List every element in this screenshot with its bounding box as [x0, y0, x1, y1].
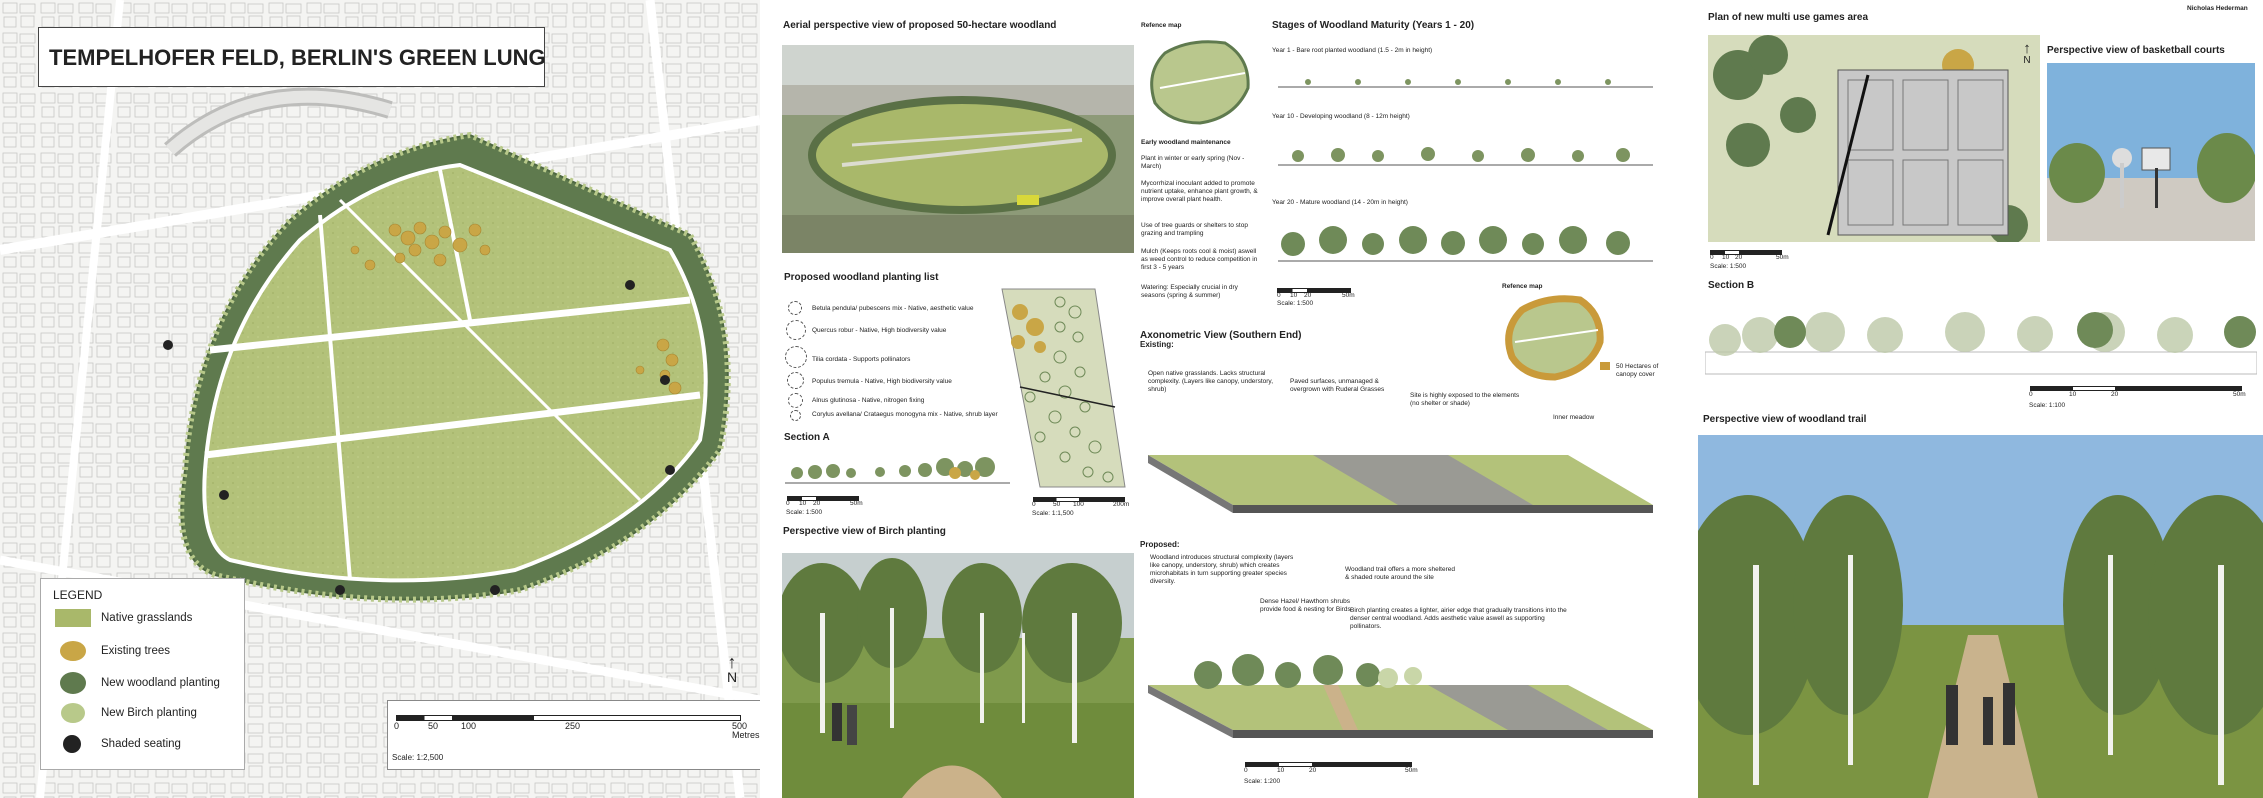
- stage-label: Year 10 - Developing woodland (8 - 12m height): [1272, 113, 1410, 120]
- sectionA-scale-text: Scale: 1:500: [786, 509, 823, 516]
- planting-item: Quercus robur - Native, High biodiversity value: [812, 327, 947, 334]
- axo-heading: Axonometric View (Southern End): [1140, 330, 1302, 341]
- sectionB-scale-bar: [2030, 386, 2242, 391]
- existing-note: Open native grasslands. Lacks structural complexity. (Layers like canopy, understory, shrub): [1148, 370, 1273, 393]
- games-heading: Plan of new multi use games area: [1708, 12, 1869, 23]
- betula-symbol-icon: [788, 301, 802, 315]
- sectionA-tick: 50m: [850, 500, 863, 507]
- existing-note: Inner meadow: [1553, 414, 1595, 421]
- maintenance-paragraph: Mycorrhizal inoculant added to promote nutrient uptake, enhance plant growth, & improve overall plant health.: [1141, 180, 1258, 203]
- proposed-note: Woodland introduces structural complexity (layers like canopy, understory, shrub) which creates microhabitats in turn supporting greater species diversity.: [1150, 554, 1294, 585]
- axo-existing-drawing: [1148, 445, 1658, 515]
- tilia-symbol-icon: [785, 346, 807, 368]
- canopy-swatch-icon: [1600, 362, 1610, 370]
- scale-tick-50: 50: [428, 721, 439, 731]
- north-arrow-icon: ↑: [2023, 40, 2031, 57]
- north-arrow-icon: ↑: [727, 652, 737, 672]
- games-tick: 20: [1735, 254, 1743, 261]
- sectionA-heading: Section A: [784, 432, 830, 443]
- legend-item-seating: Shaded seating: [55, 735, 181, 753]
- planting-item: Corylus avellana/ Crataegus monogyna mix - Native, shrub layer: [812, 411, 998, 418]
- author-name: Nicholas Hederman: [2187, 5, 2248, 12]
- sectionA-tick: 10: [799, 500, 807, 507]
- stages-scale-bar: [1277, 288, 1351, 293]
- axo-tick: 10: [1277, 767, 1285, 774]
- existing-tree-icon: [60, 641, 86, 661]
- site-map-panel: [0, 0, 760, 798]
- corylus-symbol-icon: [790, 410, 801, 421]
- planting-item: Alnus glutinosa - Native, nitrogen fixing: [812, 397, 925, 404]
- axo-existing-label: Existing:: [1140, 340, 1174, 349]
- proposed-note: Birch planting creates a lighter, airier edge that gradually transitions into the denser central woodland. Adds aesthetic value aswell as supporting pollinators.: [1350, 607, 1567, 630]
- birch-icon: [61, 703, 85, 723]
- proposed-note: Dense Hazel/ Hawthorn shrubs provide food & nesting for Birds: [1260, 598, 1351, 613]
- stages-scale-text: Scale: 1:500: [1277, 300, 1314, 307]
- stage-year10-section: [1278, 140, 1653, 168]
- planting-plan: [1000, 287, 1127, 490]
- plan-tick: 200m: [1113, 501, 1130, 508]
- planting-heading: Proposed woodland planting list: [784, 272, 939, 283]
- scale-tick-100: 100: [461, 721, 477, 731]
- existing-note: Site is highly exposed to the elements (no shelter or shade): [1410, 392, 1520, 407]
- games-plan: [1708, 35, 2040, 242]
- sectionA-scale-bar: [787, 496, 859, 501]
- axo-scale-bar: [1245, 762, 1412, 767]
- maintenance-paragraph: Mulch (Keeps roots cool & moist) aswell as weed control to reduce competition in first 3 - 5 years: [1141, 248, 1258, 271]
- seating-icon: [63, 735, 81, 753]
- games-tick: 50m: [1776, 254, 1789, 261]
- plan-tick: 0: [1032, 501, 1036, 508]
- stage-year1-section: [1278, 70, 1653, 90]
- courts-heading: Perspective view of basketball courts: [2047, 45, 2225, 56]
- games-scale-text: Scale: 1:500: [1710, 263, 1747, 270]
- planting-item: Populus tremula - Native, High biodiversity value: [812, 378, 952, 385]
- birch-heading: Perspective view of Birch planting: [783, 526, 946, 537]
- plan-tick: 50: [1053, 501, 1061, 508]
- existing-note: Paved surfaces, unmanaged & overgrown with Ruderal Grasses: [1290, 378, 1385, 393]
- canopy-label: 50 Hectares of canopy cover: [1616, 363, 1659, 378]
- stage-year20-section: [1278, 220, 1653, 264]
- axo-proposed-label: Proposed:: [1140, 540, 1180, 549]
- maintenance-paragraph: Use of tree guards or shelters to stop grazing and trampling: [1141, 222, 1248, 237]
- sectionB-tick: 0: [2029, 391, 2033, 398]
- stages-tick: 0: [1277, 292, 1281, 299]
- map-title-box: [38, 27, 545, 87]
- map-scale-box: [387, 700, 760, 770]
- axo-tick: 20: [1309, 767, 1317, 774]
- legend: [40, 578, 245, 770]
- stage-label: Year 1 - Bare root planted woodland (1.5 - 2m in height): [1272, 47, 1433, 54]
- planting-item: Tilia cordata - Supports pollinators: [812, 356, 911, 363]
- scale-tick-500: 500: [732, 721, 748, 731]
- map-north-arrow: ↑ N: [722, 655, 742, 685]
- sectionA-tick: 0: [786, 500, 790, 507]
- games-tick: 10: [1722, 254, 1730, 261]
- legend-item-woodland: New woodland planting: [55, 672, 220, 694]
- refmap2-heading: Refence map: [1502, 283, 1543, 290]
- games-north-arrow: ↑ N: [2020, 43, 2034, 66]
- birch-photo: [782, 553, 1134, 798]
- refmap1-heading: Refence map: [1141, 22, 1182, 29]
- refmap2: [1500, 292, 1605, 382]
- planting-item: Betula pendula/ pubescens mix - Native, aesthetic value: [812, 305, 974, 312]
- legend-title: LEGEND: [53, 588, 103, 602]
- games-tick: 0: [1710, 254, 1714, 261]
- axo-tick: 50m: [1405, 767, 1418, 774]
- sectionA-drawing: [785, 445, 1010, 485]
- stages-heading: Stages of Woodland Maturity (Years 1 - 20): [1272, 20, 1475, 31]
- legend-item-grasslands: Native grasslands: [55, 609, 192, 627]
- alnus-symbol-icon: [788, 393, 803, 408]
- proposed-note: Woodland trail offers a more sheltered & shaded route around the site: [1345, 566, 1455, 581]
- stages-tick: 50m: [1342, 292, 1355, 299]
- woodland-icon: [60, 672, 86, 694]
- sectionB-tick: 50m: [2233, 391, 2246, 398]
- plan-scale-text: Scale: 1:1,500: [1032, 510, 1074, 517]
- trail-photo: [1698, 435, 2263, 798]
- games-scale-bar: [1710, 250, 1782, 255]
- sectionA-tick: 20: [813, 500, 821, 507]
- scale-unit: Metres: [732, 730, 760, 740]
- sectionB-drawing: [1705, 300, 2257, 378]
- trail-heading: Perspective view of woodland trail: [1703, 414, 1867, 425]
- plan-tick: 100: [1073, 501, 1084, 508]
- legend-item-existing-trees: Existing trees: [55, 641, 170, 661]
- scale-tick-0: 0: [394, 721, 400, 731]
- maintenance-paragraph: Plant in winter or early spring (Nov - March): [1141, 155, 1245, 170]
- map-title: TEMPELHOFER FELD, BERLIN'S GREEN LUNG: [49, 45, 546, 70]
- courts-photo: [2047, 63, 2255, 241]
- axo-tick: 0: [1244, 767, 1248, 774]
- sectionB-tick: 20: [2111, 391, 2119, 398]
- aerial-photo: [782, 45, 1134, 253]
- sectionB-tick: 10: [2069, 391, 2077, 398]
- aerial-heading: Aerial perspective view of proposed 50-hectare woodland: [783, 20, 1057, 31]
- legend-item-birch: New Birch planting: [55, 703, 197, 723]
- sectionB-scale-text: Scale: 1:100: [2029, 402, 2066, 409]
- quercus-symbol-icon: [786, 320, 806, 340]
- populus-symbol-icon: [787, 372, 804, 389]
- axo-proposed-drawing: [1148, 640, 1658, 740]
- refmap1: [1140, 33, 1255, 128]
- axo-scale-text: Scale: 1:200: [1244, 778, 1281, 785]
- maintenance-heading: Early woodland maintenance: [1141, 139, 1231, 146]
- grass-swatch-icon: [55, 609, 91, 627]
- scale-tick-250: 250: [565, 721, 581, 731]
- stages-tick: 10: [1290, 292, 1298, 299]
- map-scale-text: Scale: 1:2,500: [392, 753, 444, 762]
- maintenance-paragraph: Watering: Especially crucial in dry seasons (spring & summer): [1141, 284, 1238, 299]
- stages-tick: 20: [1304, 292, 1312, 299]
- stage-label: Year 20 - Mature woodland (14 - 20m in height): [1272, 199, 1408, 206]
- sectionB-heading: Section B: [1708, 280, 1755, 291]
